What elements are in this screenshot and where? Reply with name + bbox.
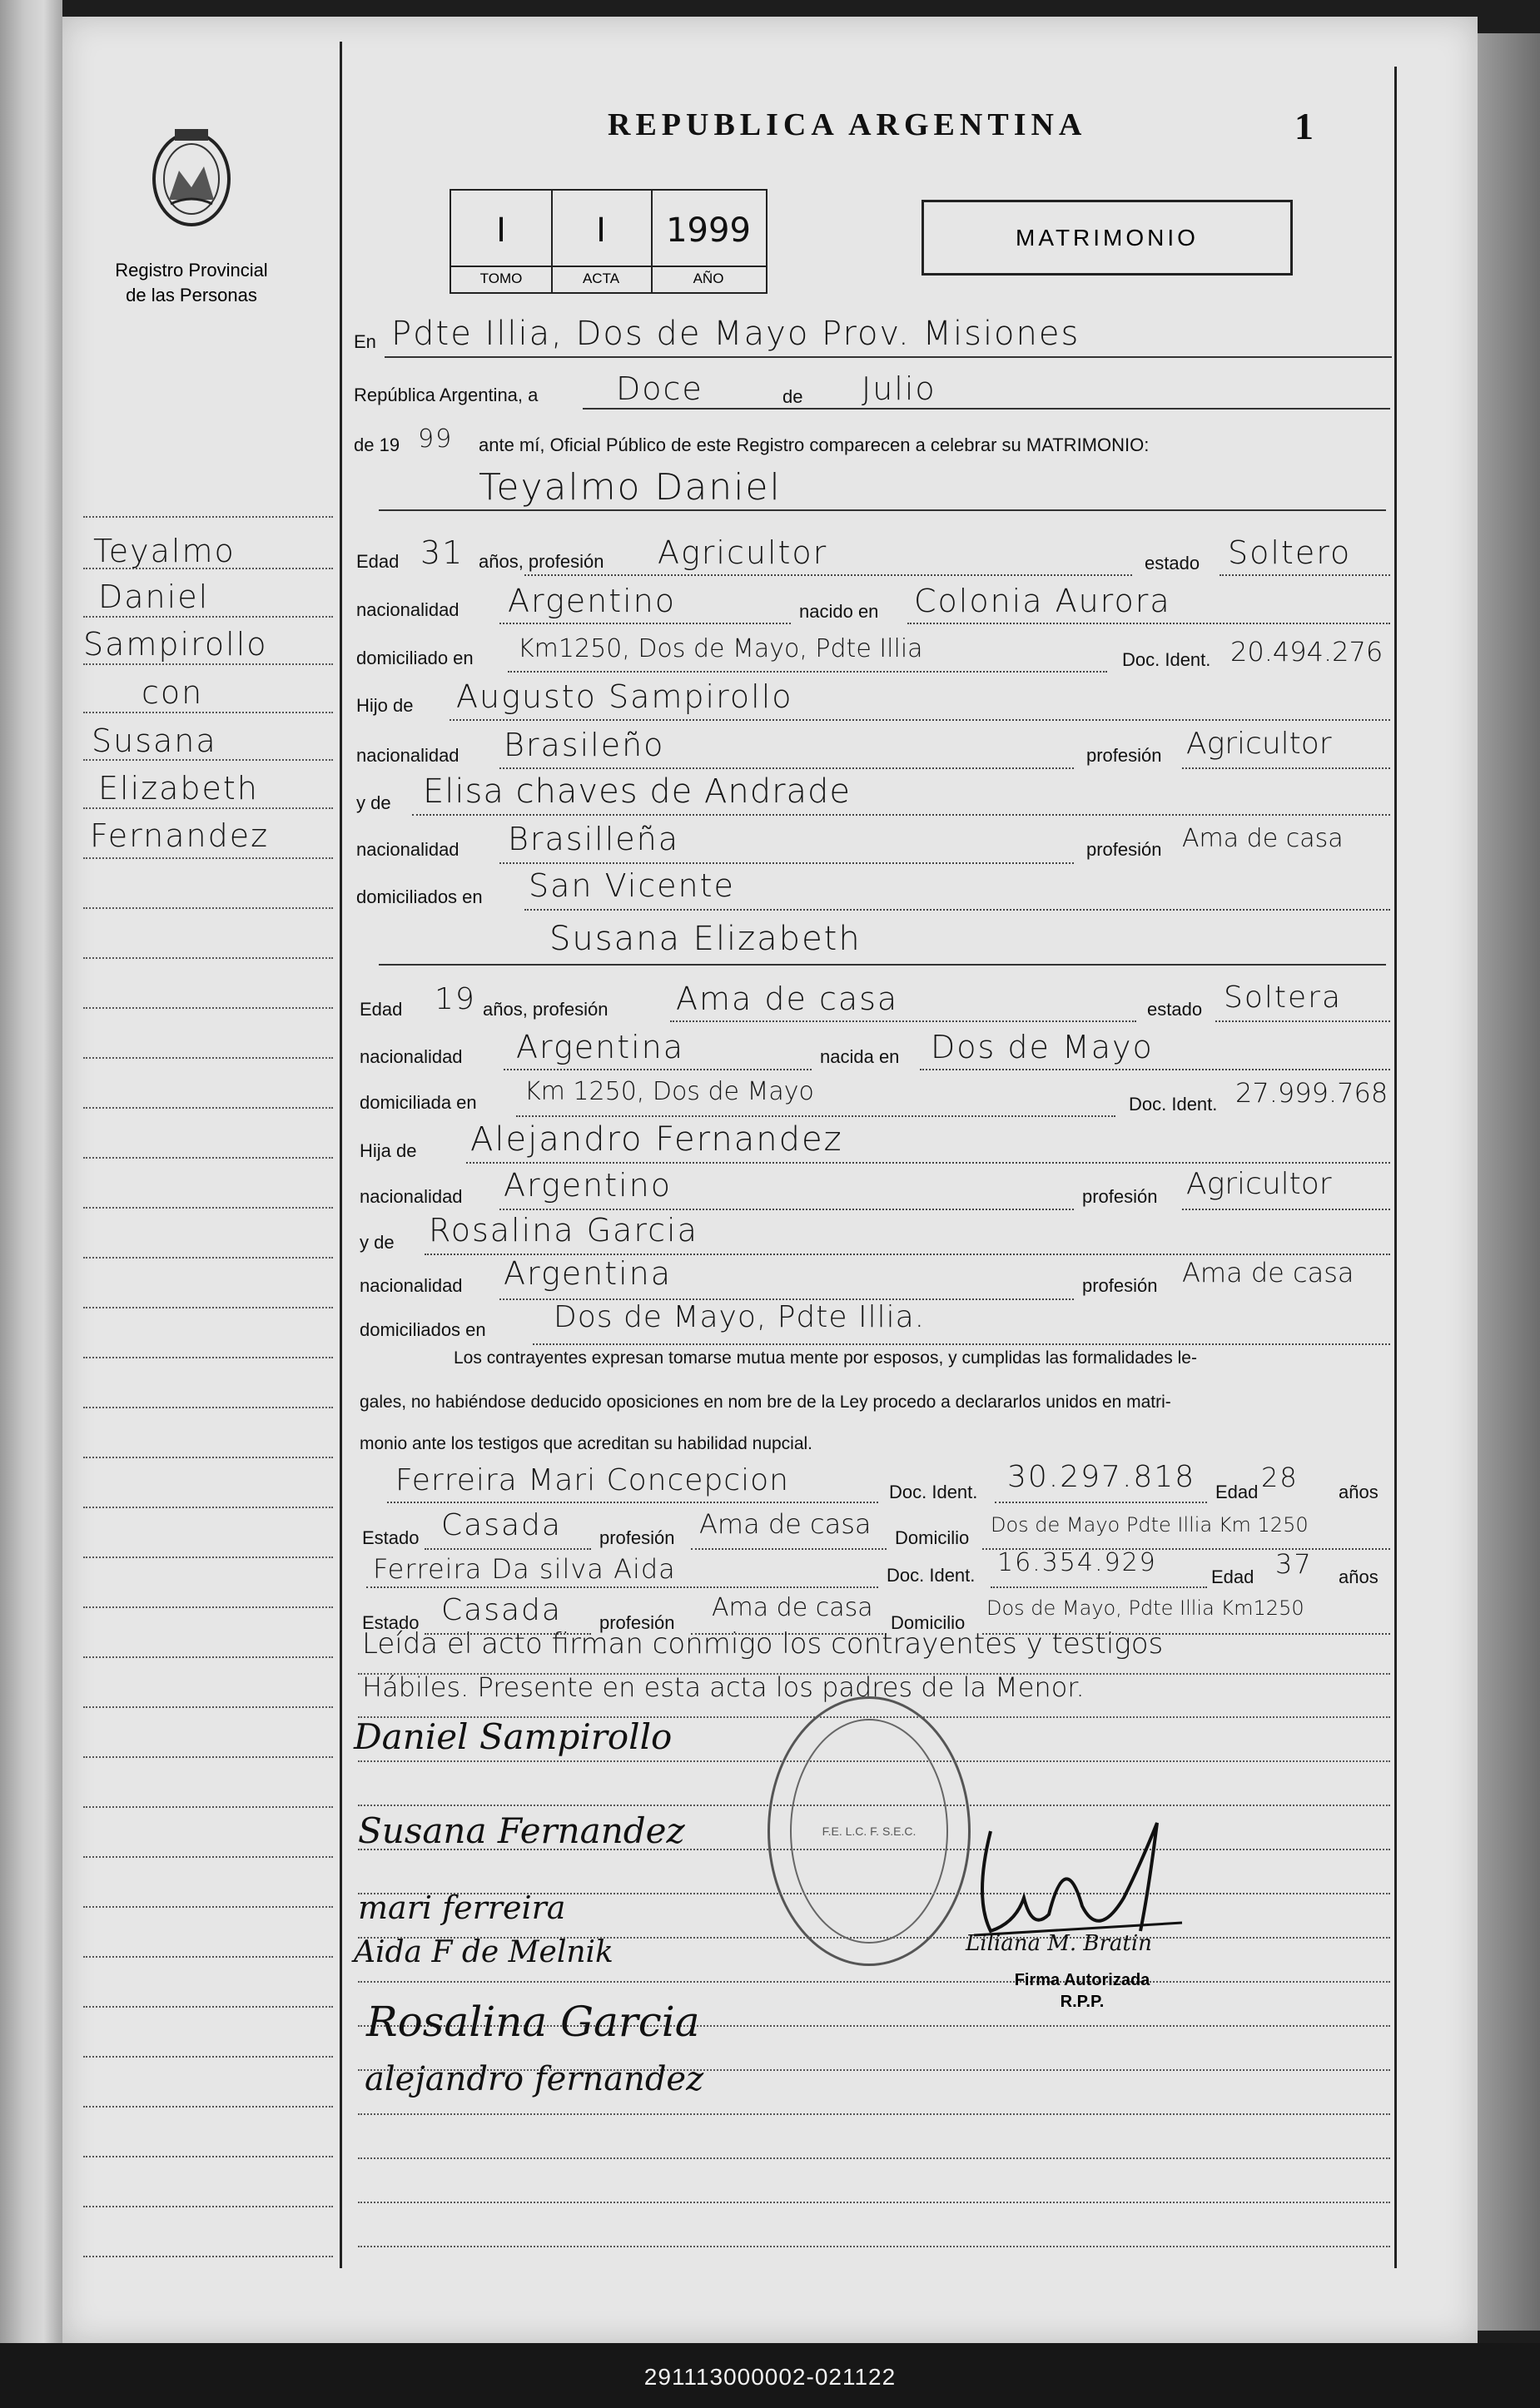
witness2-edad-label: Edad bbox=[1211, 1566, 1254, 1587]
groom-estado: Soltero bbox=[1228, 534, 1352, 571]
de-label: de bbox=[782, 386, 803, 407]
margin-note-5: Susana bbox=[92, 722, 217, 759]
groom-domicilio: Km1250, Dos de Mayo, Pdte Illia bbox=[518, 634, 923, 663]
bride-nacionalidad: Argentina bbox=[516, 1029, 685, 1065]
groom-father: Augusto Sampirollo bbox=[456, 678, 793, 715]
groom-name: Teyalmo Daniel bbox=[479, 466, 782, 509]
witness1-profesion-label: profesión bbox=[599, 1527, 675, 1548]
bride-edad: 19 bbox=[435, 982, 476, 1016]
groom-anos-profesion-label: años, profesión bbox=[479, 551, 604, 572]
witness1-estado-label: Estado bbox=[362, 1527, 420, 1548]
witness2-anos-label: años bbox=[1339, 1566, 1379, 1587]
year-suffix: 99 bbox=[418, 425, 454, 454]
bride-nacida-en: Dos de Mayo bbox=[931, 1029, 1154, 1065]
closing-line-1: Leída el acto firman conmigo los contrayentes y testigos bbox=[362, 1627, 1164, 1661]
signature-bride-father: alejandro fernandez bbox=[365, 2060, 704, 2098]
witness1-domicilio-label: Domicilio bbox=[895, 1527, 970, 1548]
footer-code: 291113000002-021122 bbox=[643, 2364, 897, 2390]
bride-profesion: Ama de casa bbox=[676, 981, 899, 1017]
groom-dom-label: domiciliado en bbox=[356, 648, 474, 668]
authorization-line-1: Firma Autorizada bbox=[1014, 1971, 1150, 1989]
groom-father-nac: Brasileño bbox=[504, 727, 665, 763]
groom-father-nac-label: nacionalidad bbox=[356, 745, 460, 766]
bride-edad-label: Edad bbox=[360, 999, 403, 1020]
witness1-doc-label: Doc. Ident. bbox=[889, 1482, 978, 1502]
witness1-profesion: Ama de casa bbox=[699, 1508, 872, 1540]
seal-text: F.E. L.C. F. S.E.C. bbox=[822, 1825, 917, 1838]
bride-nacida-label: nacida en bbox=[820, 1046, 900, 1067]
bride-father-nac-label: nacionalidad bbox=[360, 1186, 463, 1207]
ano-label: AÑO bbox=[651, 266, 766, 292]
witness1-edad: 28 bbox=[1261, 1462, 1299, 1493]
ano-value: 1999 bbox=[666, 211, 751, 250]
margin-note-6: Elizabeth bbox=[98, 770, 259, 807]
groom-nacido-en: Colonia Aurora bbox=[914, 583, 1171, 619]
margin-note-3: Sampirollo bbox=[83, 626, 268, 663]
groom-doc-label: Doc. Ident. bbox=[1122, 649, 1211, 670]
authorization-block bbox=[957, 1914, 1207, 2013]
registry-name-line1: Registro Provincial bbox=[115, 260, 268, 281]
groom-parents-dom-label: domiciliados en bbox=[356, 886, 483, 907]
groom-hijo-label: Hijo de bbox=[356, 695, 414, 716]
groom-doc: 20.494.276 bbox=[1230, 636, 1384, 668]
bride-doc-label: Doc. Ident. bbox=[1129, 1094, 1218, 1115]
groom-father-prof: Agricultor bbox=[1186, 727, 1332, 761]
witness2-profesion-label: profesión bbox=[599, 1612, 675, 1633]
witness2-name: Ferreira Da silva Aida bbox=[373, 1553, 676, 1585]
book-spine bbox=[0, 0, 62, 2408]
margin-note-2: Daniel bbox=[98, 578, 210, 615]
republica-label: República Argentina, a bbox=[354, 385, 539, 405]
witness1-edad-label: Edad bbox=[1215, 1482, 1259, 1502]
declaration-line-3: monio ante los testigos que acreditan su habilidad nupcial. bbox=[360, 1434, 813, 1453]
bride-anos-profesion-label: años, profesión bbox=[483, 999, 609, 1020]
signature-witness-1: mari ferreira bbox=[358, 1889, 566, 1926]
bride-mother-prof: Ama de casa bbox=[1182, 1257, 1354, 1288]
bride-mother-prof-label: profesión bbox=[1082, 1275, 1158, 1296]
month-value: Julio bbox=[862, 370, 936, 407]
tomo-value: I bbox=[496, 211, 506, 250]
place-value: Pdte Illia, Dos de Mayo Prov. Misiones bbox=[391, 315, 1080, 353]
groom-profesion: Agricultor bbox=[658, 534, 828, 571]
official-seal bbox=[768, 1696, 971, 1966]
bride-father-prof-label: profesión bbox=[1082, 1186, 1158, 1207]
signature-bride-mother: Rosalina Garcia bbox=[366, 1998, 700, 2046]
witness2-edad: 37 bbox=[1275, 1548, 1313, 1580]
bride-doc: 27.999.768 bbox=[1235, 1077, 1388, 1109]
bride-mother: Rosalina Garcia bbox=[429, 1212, 698, 1249]
bride-parents-dom: Dos de Mayo, Pdte Illia. bbox=[554, 1300, 926, 1334]
witness1-doc: 30.297.818 bbox=[1007, 1460, 1196, 1494]
bride-hija-label: Hija de bbox=[360, 1140, 417, 1161]
registry-name-line2: de las Personas bbox=[126, 285, 257, 305]
bride-father: Alejandro Fernandez bbox=[470, 1120, 843, 1159]
groom-nac-label: nacionalidad bbox=[356, 599, 460, 620]
bride-yde-label: y de bbox=[360, 1232, 395, 1253]
witness1-domicilio: Dos de Mayo Pdte Illia Km 1250 bbox=[991, 1513, 1309, 1537]
groom-parents-dom: San Vicente bbox=[529, 867, 735, 904]
groom-nacionalidad: Argentino bbox=[508, 583, 677, 619]
page-number: 1 bbox=[1294, 105, 1314, 147]
registry-name bbox=[100, 258, 283, 308]
bride-mother-nac: Argentina bbox=[504, 1255, 673, 1292]
margin-note-7: Fernandez bbox=[90, 817, 270, 854]
closing-line-2: Hábiles. Presente en esta acta los padres de la Menor. bbox=[362, 1671, 1085, 1703]
witness2-doc-label: Doc. Ident. bbox=[887, 1565, 976, 1586]
binder-edge bbox=[1478, 33, 1540, 2331]
bride-mother-nac-label: nacionalidad bbox=[360, 1275, 463, 1296]
witness1-anos-label: años bbox=[1339, 1482, 1379, 1502]
bride-estado: Soltera bbox=[1224, 981, 1343, 1015]
groom-edad-label: Edad bbox=[356, 551, 400, 572]
record-number-box bbox=[450, 189, 768, 294]
officer-signature: Liliana M. Bratin bbox=[966, 1931, 1152, 1956]
witness1-estado: Casada bbox=[441, 1508, 562, 1542]
signature-witness-2: Aida F de Melnik bbox=[354, 1935, 614, 1969]
witness2-profesion: Ama de casa bbox=[712, 1593, 873, 1622]
year-prefix: de 19 bbox=[354, 434, 400, 455]
witness1-name: Ferreira Mari Concepcion bbox=[395, 1463, 789, 1497]
bride-parents-dom-label: domiciliados en bbox=[360, 1319, 486, 1340]
right-rule bbox=[1394, 67, 1397, 2268]
witness2-estado-label: Estado bbox=[362, 1612, 420, 1633]
acta-label: ACTA bbox=[551, 266, 651, 292]
margin-rule bbox=[340, 42, 342, 2268]
groom-nacido-label: nacido en bbox=[799, 601, 879, 622]
acta-value: I bbox=[596, 211, 606, 250]
bride-estado-label: estado bbox=[1147, 999, 1203, 1020]
groom-mother: Elisa chaves de Andrade bbox=[423, 772, 852, 811]
witness2-estado: Casada bbox=[441, 1593, 562, 1627]
day-value: Doce bbox=[616, 370, 703, 407]
groom-mother-nac-label: nacionalidad bbox=[356, 839, 460, 860]
bride-father-prof: Agricultor bbox=[1186, 1167, 1332, 1201]
groom-mother-prof-label: profesión bbox=[1086, 839, 1162, 860]
page-title: REPUBLICA ARGENTINA bbox=[608, 107, 1087, 142]
en-label: En bbox=[354, 331, 376, 352]
bride-dom-label: domiciliada en bbox=[360, 1092, 477, 1113]
groom-yde-label: y de bbox=[356, 792, 391, 813]
witness2-domicilio-label: Domicilio bbox=[891, 1612, 966, 1633]
record-type-box: MATRIMONIO bbox=[922, 200, 1293, 276]
signature-groom: Daniel Sampirollo bbox=[354, 1716, 673, 1757]
groom-father-prof-label: profesión bbox=[1086, 745, 1162, 766]
groom-edad: 31 bbox=[420, 534, 464, 571]
groom-mother-prof: Ama de casa bbox=[1182, 824, 1344, 853]
groom-estado-label: estado bbox=[1145, 553, 1200, 573]
signature-bride: Susana Fernandez bbox=[358, 1810, 685, 1851]
margin-note-4: con bbox=[142, 674, 204, 711]
tomo-label: TOMO bbox=[451, 266, 551, 292]
declaration-line-2: gales, no habiéndose deducido oposiciones en nom bre de la Ley procedo a declararlos unidos en matri- bbox=[360, 1393, 1171, 1412]
authorization-line-2: R.P.P. bbox=[1060, 1993, 1105, 2011]
bride-nac-label: nacionalidad bbox=[360, 1046, 463, 1067]
bride-domicilio: Km 1250, Dos de Mayo bbox=[524, 1077, 814, 1106]
witness2-domicilio: Dos de Mayo, Pdte Illia Km1250 bbox=[986, 1596, 1304, 1620]
bride-name: Susana Elizabeth bbox=[549, 920, 862, 958]
declaration-line-1: Los contrayentes expresan tomarse mutua mente por esposos, y cumplidas las formalidades le- bbox=[454, 1348, 1197, 1368]
bride-father-nac: Argentino bbox=[504, 1167, 673, 1204]
groom-mother-nac: Brasilleña bbox=[508, 821, 680, 857]
margin-note-1: Teyalmo bbox=[93, 533, 236, 569]
witness2-doc: 16.354.929 bbox=[997, 1548, 1157, 1577]
ante-text: ante mí, Oficial Público de este Registro comparecen a celebrar su MATRIMONIO: bbox=[479, 434, 1150, 455]
province-emblem-icon bbox=[146, 121, 237, 233]
